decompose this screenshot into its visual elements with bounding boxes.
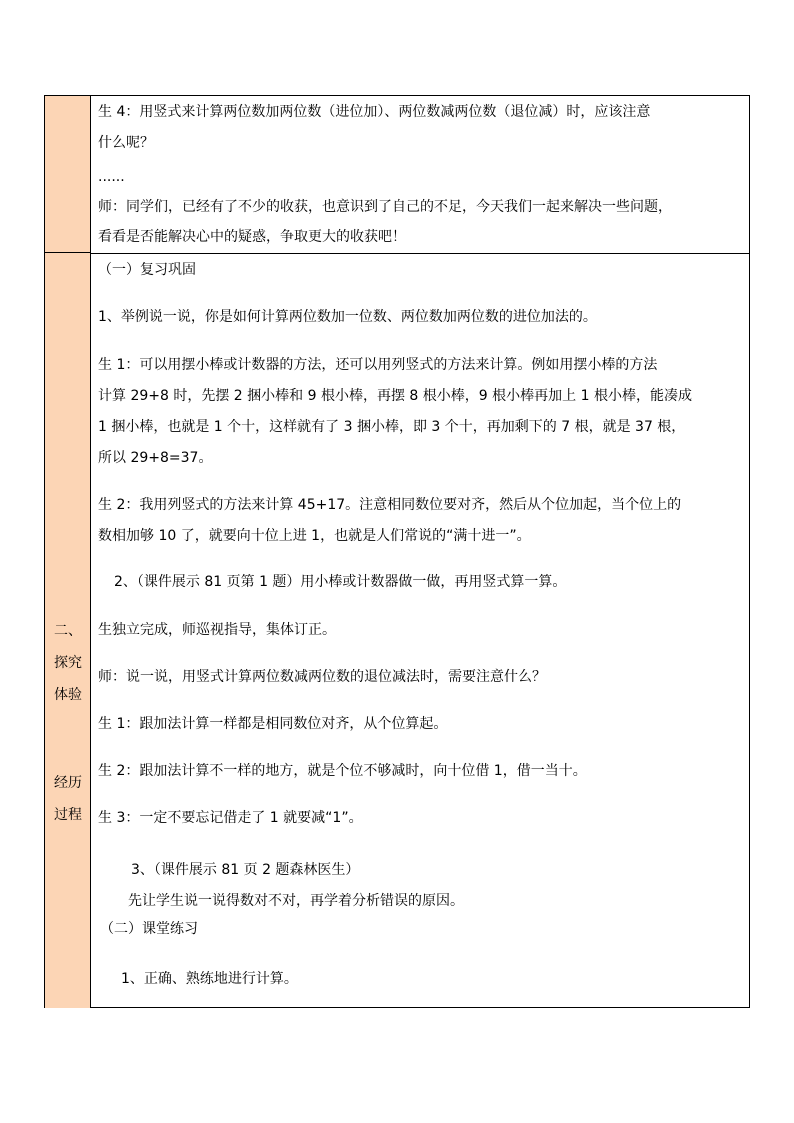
section-label-line3: 体验 <box>54 687 82 703</box>
question-3: 3、（课件展示 81 页 2 题森林医生） <box>131 862 360 878</box>
practice-heading: （二）课堂练习 <box>100 921 198 937</box>
teacher-intro-line1: 师：同学们，已经有了不少的收获，也意识到了自己的不足，今天我们一起来解决一些问题， <box>98 199 672 215</box>
student1-subtraction: 生 1：跟加法计算一样都是相同数位对齐，从个位算起。 <box>98 716 448 732</box>
review-heading: （一）复习巩固 <box>98 262 196 278</box>
student4-question-line2: 什么呢？ <box>98 135 154 151</box>
section-label-line2: 探究 <box>54 655 82 671</box>
student2-subtraction: 生 2：跟加法计算不一样的地方，就是个位不够减时，向十位借 1，借一当十。 <box>98 763 587 779</box>
practice-item-1: 1、正确、熟练地进行计算。 <box>121 971 298 987</box>
student4-question-line1: 生 4：用竖式来计算两位数加两位数（进位加）、两位数减两位数（退位减）时，应该注意 <box>98 104 651 120</box>
student1-answer-line3: 1 捆小棒，也就是 1 个十，这样就有了 3 捆小棒，即 3 个十，再加剩下的 7 根，就是 37 根， <box>98 419 686 435</box>
section-label-line4: 经历 <box>54 775 82 791</box>
student1-answer-line4: 所以 29+8=37。 <box>98 450 213 466</box>
student-practice-note: 生独立完成，师巡视指导，集体订正。 <box>98 622 336 638</box>
question-1: 1、举例说一说，你是如何计算两位数加一位数、两位数加两位数的进位加法的。 <box>98 309 597 325</box>
section-cell-inquiry <box>45 253 91 1008</box>
section-label-line1: 二、 <box>54 623 82 639</box>
row-divider <box>91 253 749 254</box>
student2-answer-line2: 数相加够 10 了，就要向十位上进 1，也就是人们常说的“满十进一”。 <box>98 528 531 544</box>
student1-answer-line2: 计算 29+8 时，先摆 2 捆小棒和 9 根小棒，再摆 8 根小棒，9 根小棒再加上 1 根小棒，能凑成 <box>98 388 692 404</box>
teacher-intro-line2: 看看是否能解决心中的疑惑，争取更大的收获吧！ <box>98 229 406 245</box>
teacher-question: 师：说一说，用竖式计算两位数减两位数的退位减法时，需要注意什么？ <box>98 669 546 685</box>
ellipsis: ...... <box>98 169 125 185</box>
student3-subtraction: 生 3：一定不要忘记借走了 1 就要减“1”。 <box>98 810 363 826</box>
section-cell-top <box>45 96 91 253</box>
section-label-line5: 过程 <box>54 807 82 823</box>
question-2: 2、（课件展示 81 页第 1 题）用小棒或计数器做一做，再用竖式算一算。 <box>114 574 567 590</box>
student1-answer-line1: 生 1：可以用摆小棒或计数器的方法，还可以用列竖式的方法来计算。例如用摆小棒的方法 <box>98 357 658 373</box>
question-3-detail: 先让学生说一说得数对不对，再学着分析错误的原因。 <box>128 893 464 909</box>
student2-answer-line1: 生 2：我用列竖式的方法来计算 45+17。注意相同数位要对齐，然后从个位加起，当个位上的 <box>98 497 682 513</box>
